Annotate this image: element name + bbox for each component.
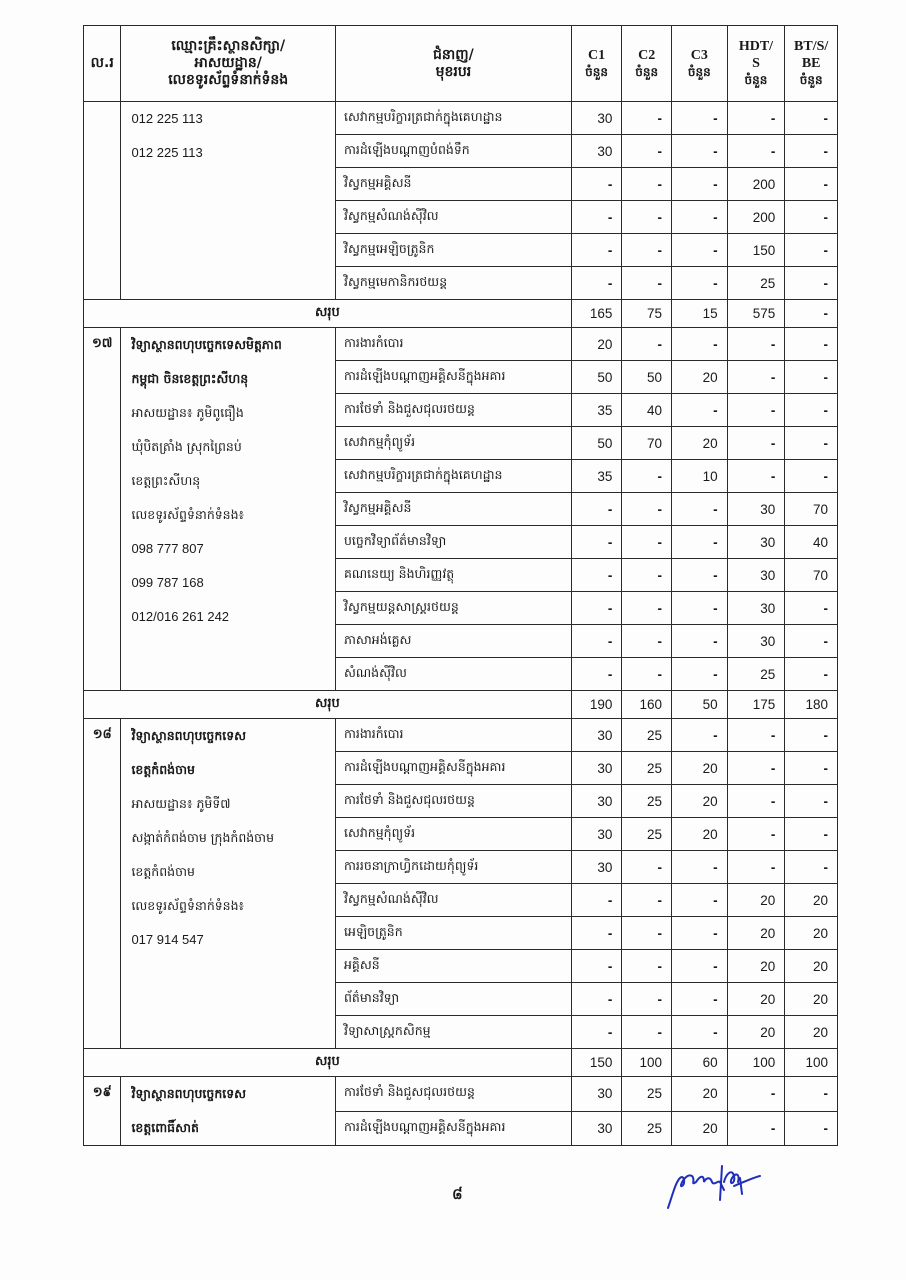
header-c2 [622,26,672,102]
institution-line: ខេត្តកំពង់ចាម [131,762,195,777]
skill-name: វិស្វកម្មសំណង់ស៊ីវិល [335,884,571,917]
value-hdt: 150 [727,234,785,267]
value-c3: - [671,328,727,361]
total-label: សរុប [84,691,572,719]
institution-line: អាសយដ្ឋាន៖ ភូមិទី៧ [131,796,231,811]
total-label: សរុប [84,1049,572,1077]
value-bt: - [785,658,838,691]
value-c2: - [622,460,672,493]
total-bt: 100 [785,1049,838,1077]
value-c3: - [671,526,727,559]
header-col-label: ចំនួន [635,64,659,79]
value-c2: 40 [622,394,672,427]
value-hdt: - [727,135,785,168]
value-c1: 50 [571,361,622,394]
header-institution-line: ឈ្មោះគ្រឹះស្ថានសិក្សា/ [171,38,286,54]
value-bt: - [785,394,838,427]
skill-name: សេវាកម្មកុំព្យូទ័រ [335,818,571,851]
institution-line: ឃុំបិតត្រាំង ស្រុកព្រៃនប់ [131,439,242,454]
value-hdt: 30 [727,592,785,625]
value-c1: 20 [571,328,622,361]
value-bt: - [785,1111,838,1146]
value-c1: 30 [571,135,622,168]
total-hdt: 175 [727,691,785,719]
institution-line: ខេត្តព្រះសីហនុ [131,473,201,488]
skill-name: ការដំឡើងបណ្តាញបំពង់ទឹក [335,135,571,168]
header-skill-line: ជំនាញ/ [433,46,474,63]
header-bt [785,26,838,102]
total-c3: 50 [671,691,727,719]
value-bt: 20 [785,884,838,917]
total-row [84,1049,838,1077]
value-c3: - [671,719,727,752]
value-bt: 70 [785,559,838,592]
institution-phone: 098 777 807 [131,541,204,556]
value-hdt: 30 [727,559,785,592]
total-c2: 160 [622,691,672,719]
value-c2: - [622,559,672,592]
header-skill-line: មុខរបរ [435,63,472,80]
value-bt: - [785,625,838,658]
header-col-code: C1 [588,47,606,63]
handwritten-signature [660,1160,770,1215]
value-c3: - [671,493,727,526]
value-c3: 20 [671,1111,727,1146]
institution-line: លេខទូរស័ព្ទទំនាក់ទំនង៖ [131,507,245,522]
table-row [84,719,838,752]
value-c2: - [622,884,672,917]
total-c3: 60 [671,1049,727,1077]
skill-name: ការងារកំបោរ [335,328,571,361]
value-hdt: 20 [727,983,785,1016]
value-c1: 50 [571,427,622,460]
value-c3: - [671,234,727,267]
value-c2: - [622,983,672,1016]
value-c1: - [571,658,622,691]
skill-name: សេវាកម្មបរិក្ខារត្រជាក់ក្នុងគេហដ្ឋាន [335,102,571,135]
value-c3: - [671,658,727,691]
skill-name: ភាសាអង់គ្លេស [335,625,571,658]
value-hdt: - [727,1077,785,1112]
value-c3: - [671,135,727,168]
value-bt: - [785,1077,838,1112]
skill-name: ការដំឡើងបណ្តាញអគ្គិសនីក្នុងអគារ [335,1111,571,1146]
skill-name: វិទ្យាសាស្ត្រកសិកម្ម [335,1016,571,1049]
total-c3: 15 [671,300,727,328]
value-c1: - [571,201,622,234]
value-bt: - [785,427,838,460]
value-c3: 20 [671,818,727,851]
value-c3: - [671,983,727,1016]
value-c2: - [622,234,672,267]
institution-cell [121,719,336,1049]
value-c1: - [571,917,622,950]
header-skill [335,26,571,102]
value-c3: - [671,394,727,427]
row-number: ១៩ [84,1077,121,1146]
value-hdt: - [727,818,785,851]
value-hdt: - [727,328,785,361]
total-label: សរុប [84,300,572,328]
value-c2: 25 [622,719,672,752]
value-bt: - [785,818,838,851]
value-c1: - [571,559,622,592]
value-c2: 25 [622,752,672,785]
total-hdt: 100 [727,1049,785,1077]
header-institution-line: អាសយដ្ឋាន/ [194,55,262,71]
value-c3: - [671,950,727,983]
value-c2: - [622,950,672,983]
skill-name: វិស្វកម្មយន្តសាស្ត្ររថយន្ត [335,592,571,625]
skill-name: សំណង់ស៊ីវិល [335,658,571,691]
row-number: ១៨ [84,719,121,1049]
skill-name: ការដំឡើងបណ្តាញអគ្គិសនីក្នុងអគារ [335,752,571,785]
header-no [84,26,121,102]
value-c2: - [622,658,672,691]
total-hdt: 575 [727,300,785,328]
value-c3: 20 [671,752,727,785]
page-number: ៨ [452,1185,463,1203]
total-c1: 190 [571,691,622,719]
skill-name: វិស្វកម្មអគ្គិសនី [335,493,571,526]
institution-phone: 012/016 261 242 [131,609,230,624]
header-no-label: ល.រ [90,55,114,71]
value-bt: - [785,460,838,493]
skill-name: ការថែទាំ និងជួសជុលរថយន្ត [335,394,571,427]
value-bt: 70 [785,493,838,526]
value-c1: 30 [571,1077,622,1112]
value-c3: - [671,1016,727,1049]
institution-line: វិទ្យាស្ថានពហុបច្ចេកទេសមិត្តភាព [131,337,282,352]
value-hdt: 20 [727,884,785,917]
value-c1: - [571,267,622,300]
value-c2: 25 [622,785,672,818]
skill-name: អេឡិចត្រូនិក [335,917,571,950]
institution-line: ខេត្តកំពង់ចាម [131,864,195,879]
value-c2: - [622,493,672,526]
value-c2: - [622,592,672,625]
skill-name: បច្ចេកវិទ្យាព័ត៌មានវិទ្យា [335,526,571,559]
header-hdt [727,26,785,102]
skill-name: ព័ត៌មានវិទ្យា [335,983,571,1016]
value-c3: 10 [671,460,727,493]
skill-name: គណនេយ្យ និងហិរញ្ញវត្ថុ [335,559,571,592]
value-c2: - [622,168,672,201]
skill-name: វិស្វកម្មមេកានិករថយន្ត [335,267,571,300]
skill-name: សេវាកម្មកុំព្យូទ័រ [335,427,571,460]
value-c2: - [622,201,672,234]
value-hdt: - [727,394,785,427]
value-c1: - [571,625,622,658]
value-c1: - [571,950,622,983]
value-hdt: 30 [727,493,785,526]
value-bt: - [785,851,838,884]
value-hdt: 20 [727,950,785,983]
header-col-code: BT/S/ BE [794,39,829,71]
value-hdt: - [727,785,785,818]
value-c1: 30 [571,818,622,851]
value-c2: 70 [622,427,672,460]
value-c1: - [571,592,622,625]
value-c1: - [571,884,622,917]
header-institution-line: លេខទូរស័ព្ទទំនាក់ទំនង [168,72,289,88]
value-c2: - [622,267,672,300]
skill-name: សេវាកម្មបរិក្ខារត្រជាក់ក្នុងគេហដ្ឋាន [335,460,571,493]
value-c3: - [671,201,727,234]
institution-phone: 017 914 547 [131,932,204,947]
value-bt: 40 [785,526,838,559]
total-c1: 165 [571,300,622,328]
value-hdt: 20 [727,917,785,950]
header-col-label: ចំនួន [744,73,768,87]
value-c3: 20 [671,785,727,818]
value-bt: - [785,592,838,625]
value-bt: - [785,719,838,752]
value-c1: 30 [571,785,622,818]
table-row [84,328,838,361]
value-hdt: - [727,460,785,493]
value-bt: 20 [785,983,838,1016]
value-c1: - [571,1016,622,1049]
value-c2: - [622,526,672,559]
value-hdt: - [727,1111,785,1146]
value-c2: - [622,917,672,950]
header-col-label: ចំនួន [585,64,609,79]
value-c3: 20 [671,361,727,394]
value-c2: - [622,851,672,884]
value-c3: - [671,592,727,625]
value-c3: 20 [671,1077,727,1112]
value-c3: - [671,884,727,917]
value-c1: 30 [571,719,622,752]
header-col-code: HDT/ S [738,39,774,71]
institution-cell [121,102,336,300]
value-hdt: - [727,752,785,785]
header-c3 [671,26,727,102]
skill-name: ការងារកំបោរ [335,719,571,752]
value-hdt: 25 [727,267,785,300]
value-c2: - [622,135,672,168]
value-c2: 50 [622,361,672,394]
value-hdt: - [727,427,785,460]
value-bt: - [785,267,838,300]
value-bt: 20 [785,950,838,983]
institution-line: ខេត្តពោធិ៍សាត់ [131,1120,199,1135]
institution-phone: 012 225 113 [131,111,203,126]
institution-line: កម្ពុជា ចិនខេត្តព្រះសីហនុ [131,371,249,386]
value-c1: - [571,983,622,1016]
value-hdt: 30 [727,526,785,559]
value-c3: - [671,267,727,300]
total-bt: 180 [785,691,838,719]
value-c1: 30 [571,851,622,884]
value-c3: - [671,625,727,658]
value-bt: - [785,201,838,234]
institution-cell [121,1077,336,1146]
value-c3: - [671,917,727,950]
skill-name: ការថែទាំ និងជួសជុលរថយន្ត [335,785,571,818]
value-c3: - [671,559,727,592]
total-c1: 150 [571,1049,622,1077]
skill-name: អគ្គិសនី [335,950,571,983]
table-body [84,102,838,1146]
value-bt: - [785,752,838,785]
value-c3: - [671,168,727,201]
institution-line: អាសយដ្ឋាន៖ ភូមិពូធឿង [131,405,244,420]
row-number: ១៧ [84,328,121,691]
value-bt: - [785,168,838,201]
value-hdt: - [727,719,785,752]
header-col-code: C3 [690,47,708,63]
table-row [84,102,838,135]
value-c2: 25 [622,1077,672,1112]
value-bt: - [785,102,838,135]
total-row [84,691,838,719]
value-hdt: 20 [727,1016,785,1049]
value-bt: 20 [785,1016,838,1049]
value-bt: - [785,234,838,267]
table-header-row [84,26,838,102]
value-hdt: 200 [727,201,785,234]
institution-line: សង្កាត់កំពង់ចាម ក្រុងកំពង់ចាម [131,830,275,845]
value-bt: - [785,785,838,818]
value-c1: 30 [571,1111,622,1146]
value-c3: - [671,851,727,884]
table-row [84,1077,838,1112]
value-bt: - [785,328,838,361]
value-hdt: 30 [727,625,785,658]
institution-line: វិទ្យាស្ថានពហុបច្ចេកទេស [131,1086,247,1101]
value-hdt: 25 [727,658,785,691]
skill-name: ការរចនាក្រាហ្វិកដោយកុំព្យូទ័រ [335,851,571,884]
value-c2: - [622,1016,672,1049]
skill-name: វិស្វកម្មសំណង់ស៊ីវិល [335,201,571,234]
header-col-label: ចំនួន [799,73,823,87]
total-row [84,300,838,328]
institution-cell [121,328,336,691]
institution-line: លេខទូរស័ព្ទទំនាក់ទំនង៖ [131,898,245,913]
value-c3: - [671,102,727,135]
header-col-label: ចំនួន [687,64,711,79]
value-hdt: 200 [727,168,785,201]
value-c1: 35 [571,460,622,493]
value-hdt: - [727,851,785,884]
value-c3: 20 [671,427,727,460]
institution-skills-table [83,25,838,1146]
skill-name: ការថែទាំ និងជួសជុលរថយន្ត [335,1077,571,1112]
value-c2: 25 [622,1111,672,1146]
value-c1: - [571,493,622,526]
value-c2: 25 [622,818,672,851]
header-institution [121,26,336,102]
header-c1 [571,26,622,102]
institution-phone: 099 787 168 [131,575,204,590]
value-hdt: - [727,102,785,135]
value-c2: - [622,102,672,135]
value-hdt: - [727,361,785,394]
total-c2: 100 [622,1049,672,1077]
skill-name: ការដំឡើងបណ្តាញអគ្គិសនីក្នុងអគារ [335,361,571,394]
skill-name: វិស្វកម្មអគ្គិសនី [335,168,571,201]
institution-line: វិទ្យាស្ថានពហុបច្ចេកទេស [131,728,247,743]
row-number [84,102,121,300]
value-c1: - [571,168,622,201]
header-col-code: C2 [638,47,656,63]
value-c1: 30 [571,102,622,135]
value-c1: - [571,234,622,267]
value-c2: - [622,328,672,361]
value-bt: 20 [785,917,838,950]
total-c2: 75 [622,300,672,328]
value-c1: 35 [571,394,622,427]
total-bt: - [785,300,838,328]
institution-phone: 012 225 113 [131,145,203,160]
value-c1: - [571,526,622,559]
value-bt: - [785,135,838,168]
value-c1: 30 [571,752,622,785]
value-bt: - [785,361,838,394]
skill-name: វិស្វកម្មអេឡិចត្រូនិក [335,234,571,267]
value-c2: - [622,625,672,658]
